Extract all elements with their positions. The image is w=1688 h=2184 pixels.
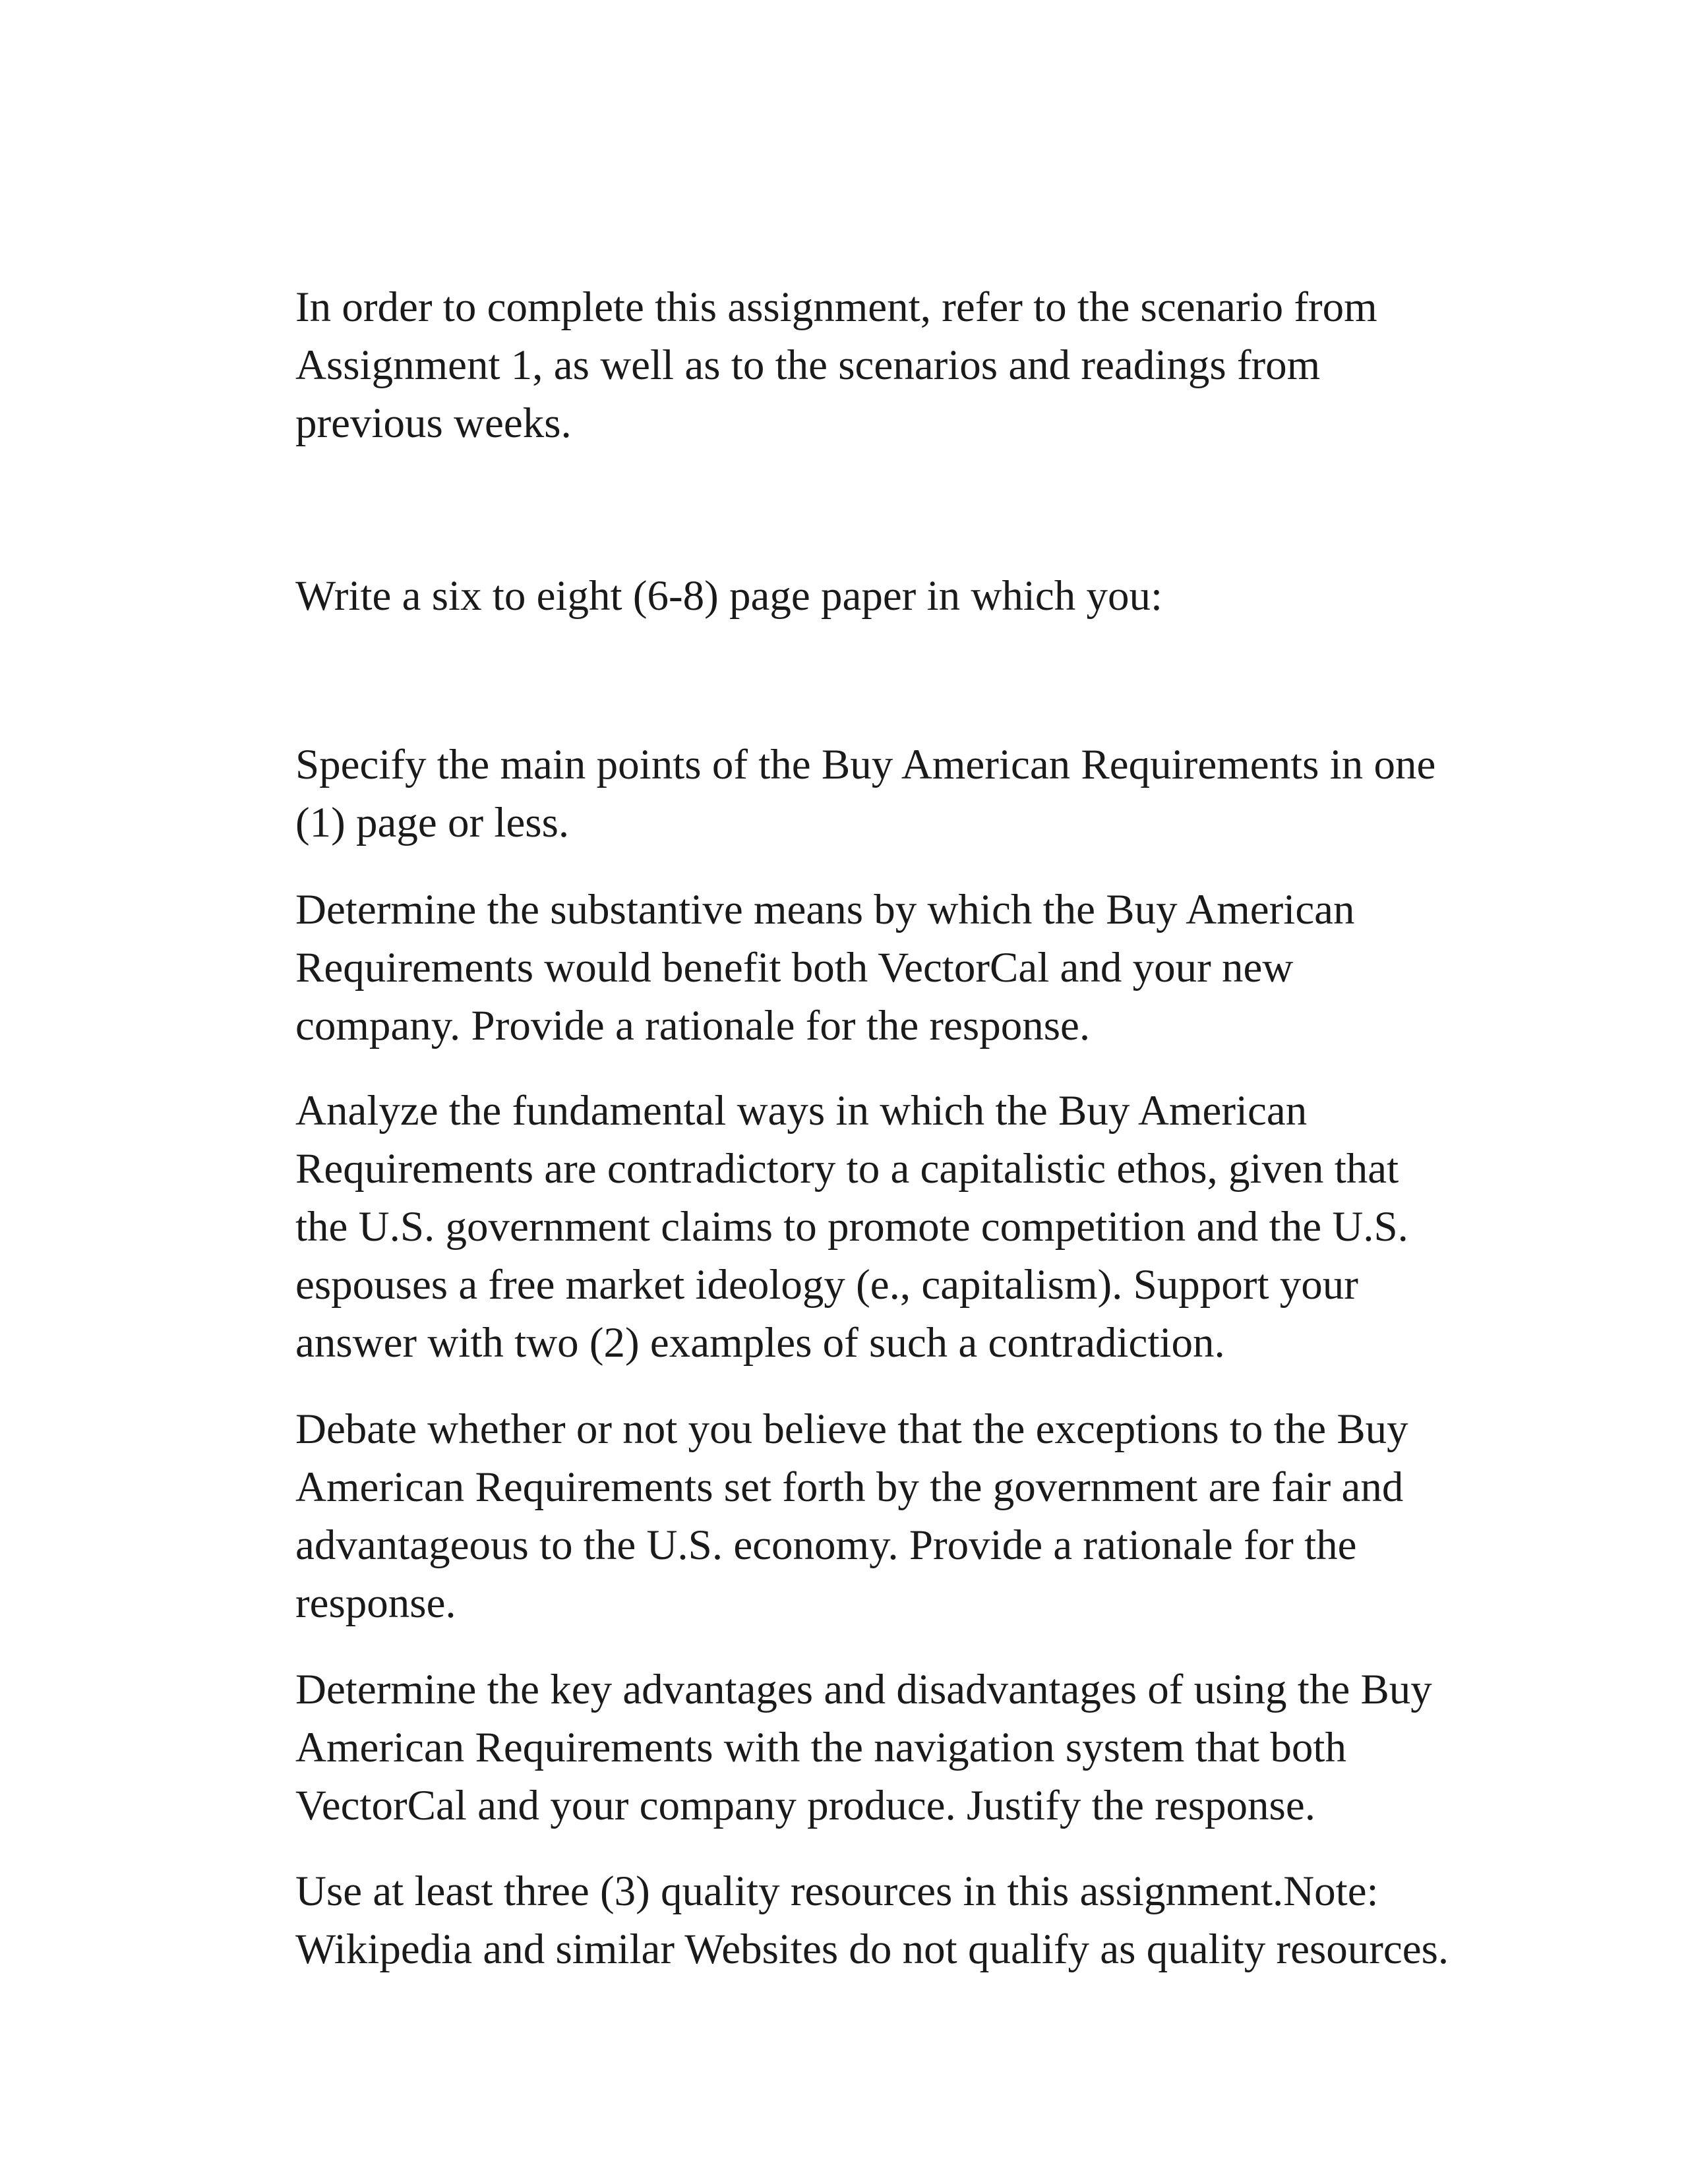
text-line: previous weeks. — [295, 399, 572, 447]
text-line: Assignment 1, as well as to the scenarios and readings from — [295, 341, 1321, 389]
instruction-paragraph — [295, 567, 1561, 625]
task-paragraph-2 — [295, 881, 1561, 1055]
text-line: Write a six to eight (6-8) page paper in which you: — [295, 572, 1163, 620]
text-line: American Requirements with the navigation system that both — [295, 1724, 1346, 1771]
intro-paragraph — [295, 278, 1561, 452]
text-line: Determine the key advantages and disadvantages of using the Buy — [295, 1666, 1432, 1713]
text-line: (1) page or less. — [295, 799, 570, 846]
text-line: espouses a free market ideology (e., capitalism). Support your — [295, 1261, 1358, 1309]
text-line: Analyze the fundamental ways in which the Buy American — [295, 1087, 1308, 1135]
text-line: answer with two (2) examples of such a contradiction. — [295, 1319, 1225, 1367]
text-line: advantageous to the U.S. economy. Provide a rationale for the — [295, 1521, 1357, 1569]
text-line: Determine the substantive means by which the Buy American — [295, 886, 1355, 933]
text-line: Specify the main points of the Buy American Requirements in one — [295, 741, 1436, 788]
task-paragraph-1 — [295, 736, 1561, 852]
text-line: response. — [295, 1579, 456, 1627]
text-line: American Requirements set forth by the government are fair and — [295, 1463, 1404, 1511]
text-line: In order to complete this assignment, refer to the scenario from — [295, 283, 1377, 331]
text-line: company. Provide a rationale for the response. — [295, 1002, 1091, 1049]
task-paragraph-5 — [295, 1661, 1561, 1835]
text-line: the U.S. government claims to promote competition and the U.S. — [295, 1203, 1408, 1251]
text-line: Debate whether or not you believe that the exceptions to the Buy — [295, 1405, 1408, 1453]
text-line: VectorCal and your company produce. Justify the response. — [295, 1782, 1315, 1829]
text-line: Use at least three (3) quality resources in this assignment.Note: — [295, 1868, 1379, 1915]
task-paragraph-3 — [295, 1082, 1561, 1372]
task-paragraph-4 — [295, 1400, 1561, 1632]
text-line: Wikipedia and similar Websites do not qualify as quality resources. — [295, 1926, 1449, 1973]
text-line: Requirements would benefit both VectorCal and your new — [295, 944, 1294, 991]
task-paragraph-6 — [295, 1862, 1561, 1978]
text-line: Requirements are contradictory to a capitalistic ethos, given that — [295, 1145, 1399, 1193]
